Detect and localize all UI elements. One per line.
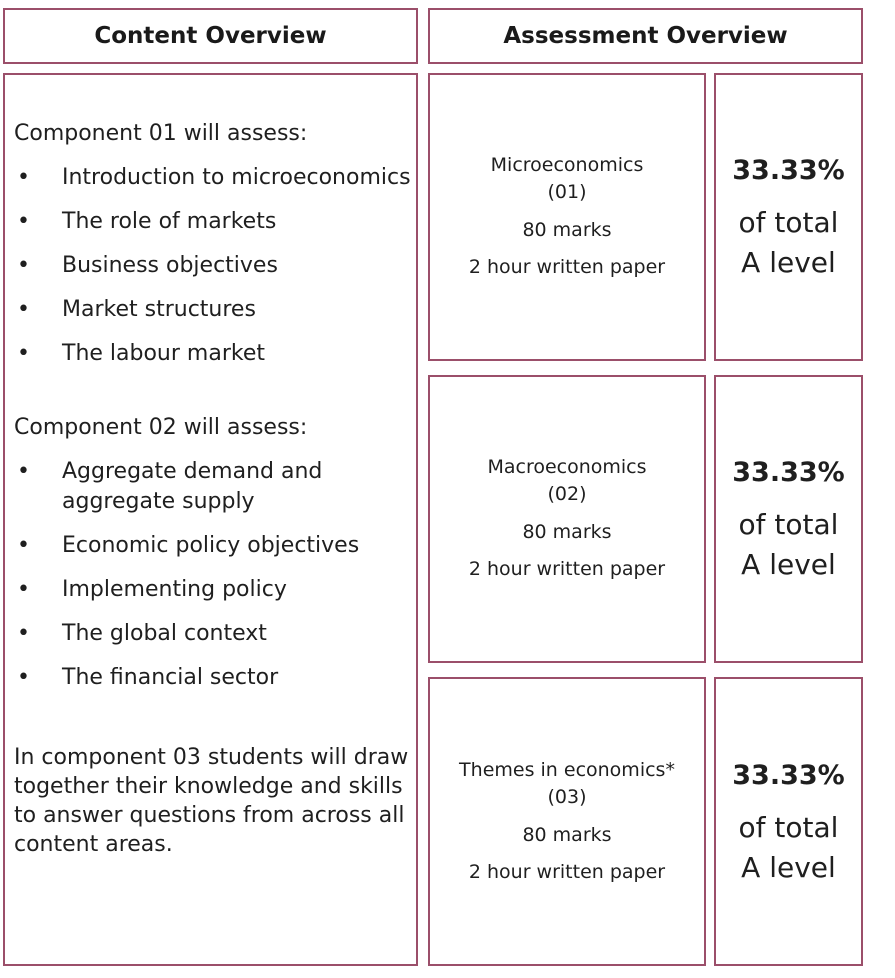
paper-name: Microeconomics (490, 154, 644, 176)
paper-03-details (428, 677, 706, 966)
component-01-intro: Component 01 will assess: (14, 121, 308, 146)
weight-percentage: 33.33% (732, 759, 845, 791)
component-01-topic-list (14, 163, 416, 369)
content-overview-title: Content Overview (94, 23, 327, 49)
list-item: • The labour market (14, 339, 416, 369)
weight-label-line1: of total (738, 508, 839, 541)
list-item: • The financial sector (14, 663, 416, 693)
weight-label-line2: A level (741, 548, 836, 581)
paper-03-weighting (714, 677, 863, 966)
paper-code: (02) (547, 483, 587, 505)
paper-code: (01) (547, 181, 587, 203)
paper-duration: 2 hour written paper (468, 256, 666, 278)
list-item: • Aggregate demand and aggregate supply (14, 457, 416, 517)
paper-code: (03) (547, 785, 587, 808)
content-overview-panel (3, 73, 418, 966)
paper-duration: 2 hour written paper (468, 558, 666, 580)
weight-label-line1: of total (738, 810, 839, 844)
paper-name: Themes in economics* (459, 758, 675, 781)
paper-name: Macroeconomics (487, 456, 647, 478)
component-02-topic-list (14, 457, 416, 693)
list-item: • Introduction to microeconomics (14, 163, 416, 193)
weight-label-line2: A level (741, 246, 836, 279)
paper-01-weighting (714, 73, 863, 361)
component-02-intro: Component 02 will assess: (14, 415, 308, 440)
weight-percentage: 33.33% (732, 457, 845, 488)
assessment-overview-title: Assessment Overview (503, 23, 788, 49)
paper-02-details (428, 375, 706, 663)
list-item: • Economic policy objectives (14, 531, 416, 561)
weight-percentage: 33.33% (732, 155, 845, 186)
list-item: • The role of markets (14, 207, 416, 237)
paper-marks: 80 marks (522, 823, 612, 846)
paper-marks: 80 marks (522, 521, 612, 543)
list-item: • Business objectives (14, 251, 416, 281)
paper-01-details (428, 73, 706, 361)
weight-label-line2: A level (741, 850, 836, 884)
weight-label-line1: of total (738, 206, 839, 239)
list-item: • Implementing policy (14, 575, 416, 605)
paper-02-weighting (714, 375, 863, 663)
list-item: • Market structures (14, 295, 416, 325)
paper-marks: 80 marks (522, 219, 612, 241)
content-overview-header (3, 8, 418, 64)
assessment-overview-header (428, 8, 863, 64)
list-item: • The global context (14, 619, 416, 649)
component-03-description: In component 03 students will draw together their knowledge and skills to answer questions from across all content areas. (14, 745, 409, 857)
paper-duration: 2 hour written paper (468, 860, 666, 883)
